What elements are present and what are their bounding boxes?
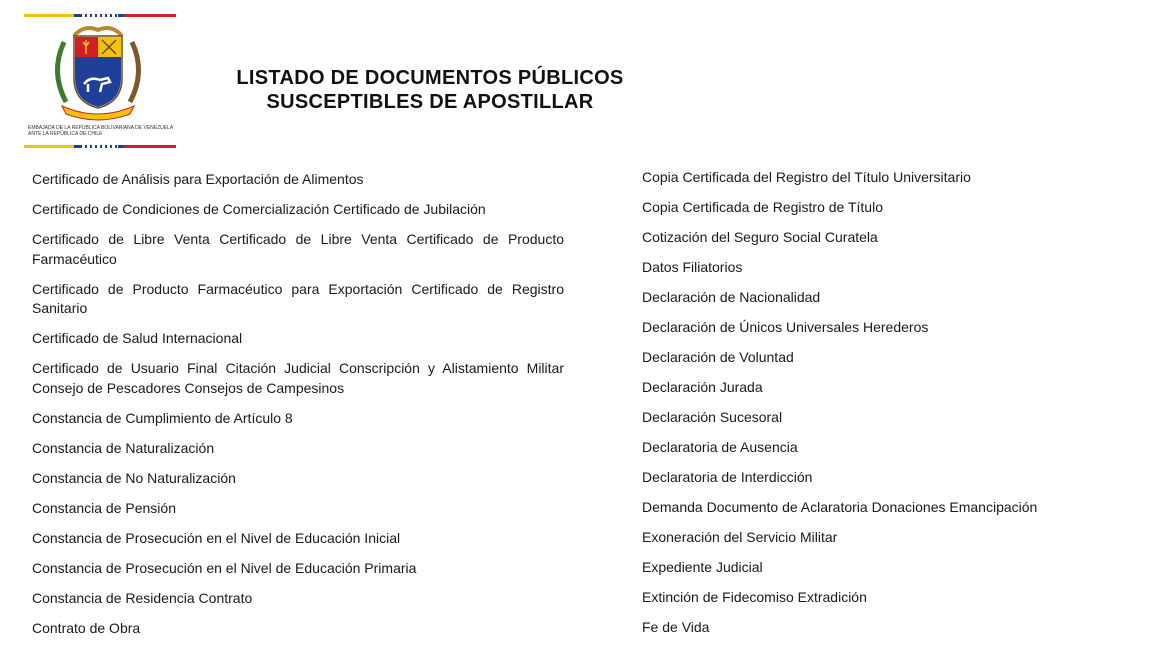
list-item: Cotización del Seguro Social Curatela bbox=[642, 229, 878, 245]
left-document-list bbox=[32, 170, 564, 649]
list-item: Certificado de Libre Venta Certificado de Libre Venta Certificado de Producto Farmacéutico bbox=[32, 231, 564, 267]
list-item: Fe de Vida bbox=[642, 619, 710, 635]
list-item: Constancia de Cumplimiento de Artículo 8 bbox=[32, 409, 293, 426]
list-item: Extinción de Fidecomiso Extradición bbox=[642, 589, 867, 605]
list-item: Certificado de Análisis para Exportación de Alimentos bbox=[32, 171, 364, 187]
list-item: Declaratoria de Ausencia bbox=[642, 439, 798, 455]
title-line-1: LISTADO DE DOCUMENTOS PÚBLICOS bbox=[236, 67, 624, 89]
list-item: Constancia de Residencia Contrato bbox=[32, 589, 253, 606]
list-item: Constancia de Naturalización bbox=[32, 439, 215, 456]
list-item: Certificado de Usuario Final Citación Judicial Conscripción y Alistamiento Militar Consejo de Pescadores Consejos de Campesinos bbox=[32, 360, 564, 396]
list-item: Constancia de No Naturalización bbox=[32, 469, 236, 486]
flag-stars-bottom bbox=[82, 145, 118, 148]
flag-stars-top bbox=[82, 14, 118, 17]
list-item: Certificado de Salud Internacional bbox=[32, 330, 243, 346]
list-item: Demanda Documento de Aclaratoria Donaciones Emancipación bbox=[642, 499, 1038, 515]
list-item: Certificado de Producto Farmacéutico para Exportación Certificado de Registro Sanitario bbox=[32, 280, 564, 316]
list-item: Declaración de Nacionalidad bbox=[642, 289, 821, 305]
list-item: Contrato de Obra bbox=[32, 619, 141, 636]
list-item: Exoneración del Servicio Militar bbox=[642, 529, 838, 545]
logo-caption: EMBAJADA DE LA REPÚBLICA BOLIVARIANA DE VENEZUELA ANTE LA REPÚBLICA DE CHILE bbox=[28, 125, 173, 137]
list-item: Declaración Jurada bbox=[642, 379, 763, 395]
list-item: Certificado de Condiciones de Comercialización Certificado de Jubilación bbox=[32, 201, 486, 217]
page-title bbox=[160, 66, 700, 114]
title-line-2: SUSCEPTIBLES DE APOSTILLAR bbox=[266, 91, 594, 113]
embassy-logo bbox=[24, 14, 176, 150]
list-item: Constancia de Pensión bbox=[32, 499, 176, 516]
list-item: Constancia de Prosecución en el Nivel de Educación Primaria bbox=[32, 559, 417, 576]
list-item: Expediente Judicial bbox=[642, 559, 763, 575]
list-item: Declaración de Voluntad bbox=[642, 349, 794, 365]
list-item: Declaratoria de Interdicción bbox=[642, 469, 813, 485]
right-document-list bbox=[642, 168, 1142, 648]
list-item: Declaración Sucesoral bbox=[642, 409, 783, 425]
coat-of-arms-icon bbox=[44, 22, 152, 122]
list-item: Declaración de Únicos Universales Herederos bbox=[642, 319, 929, 335]
list-item: Constancia de Prosecución en el Nivel de Educación Inicial bbox=[32, 529, 401, 546]
list-item: Datos Filiatorios bbox=[642, 259, 743, 275]
list-item: Copia Certificada de Registro de Título bbox=[642, 199, 883, 215]
list-item: Copia Certificada del Registro del Título Universitario bbox=[642, 169, 971, 185]
